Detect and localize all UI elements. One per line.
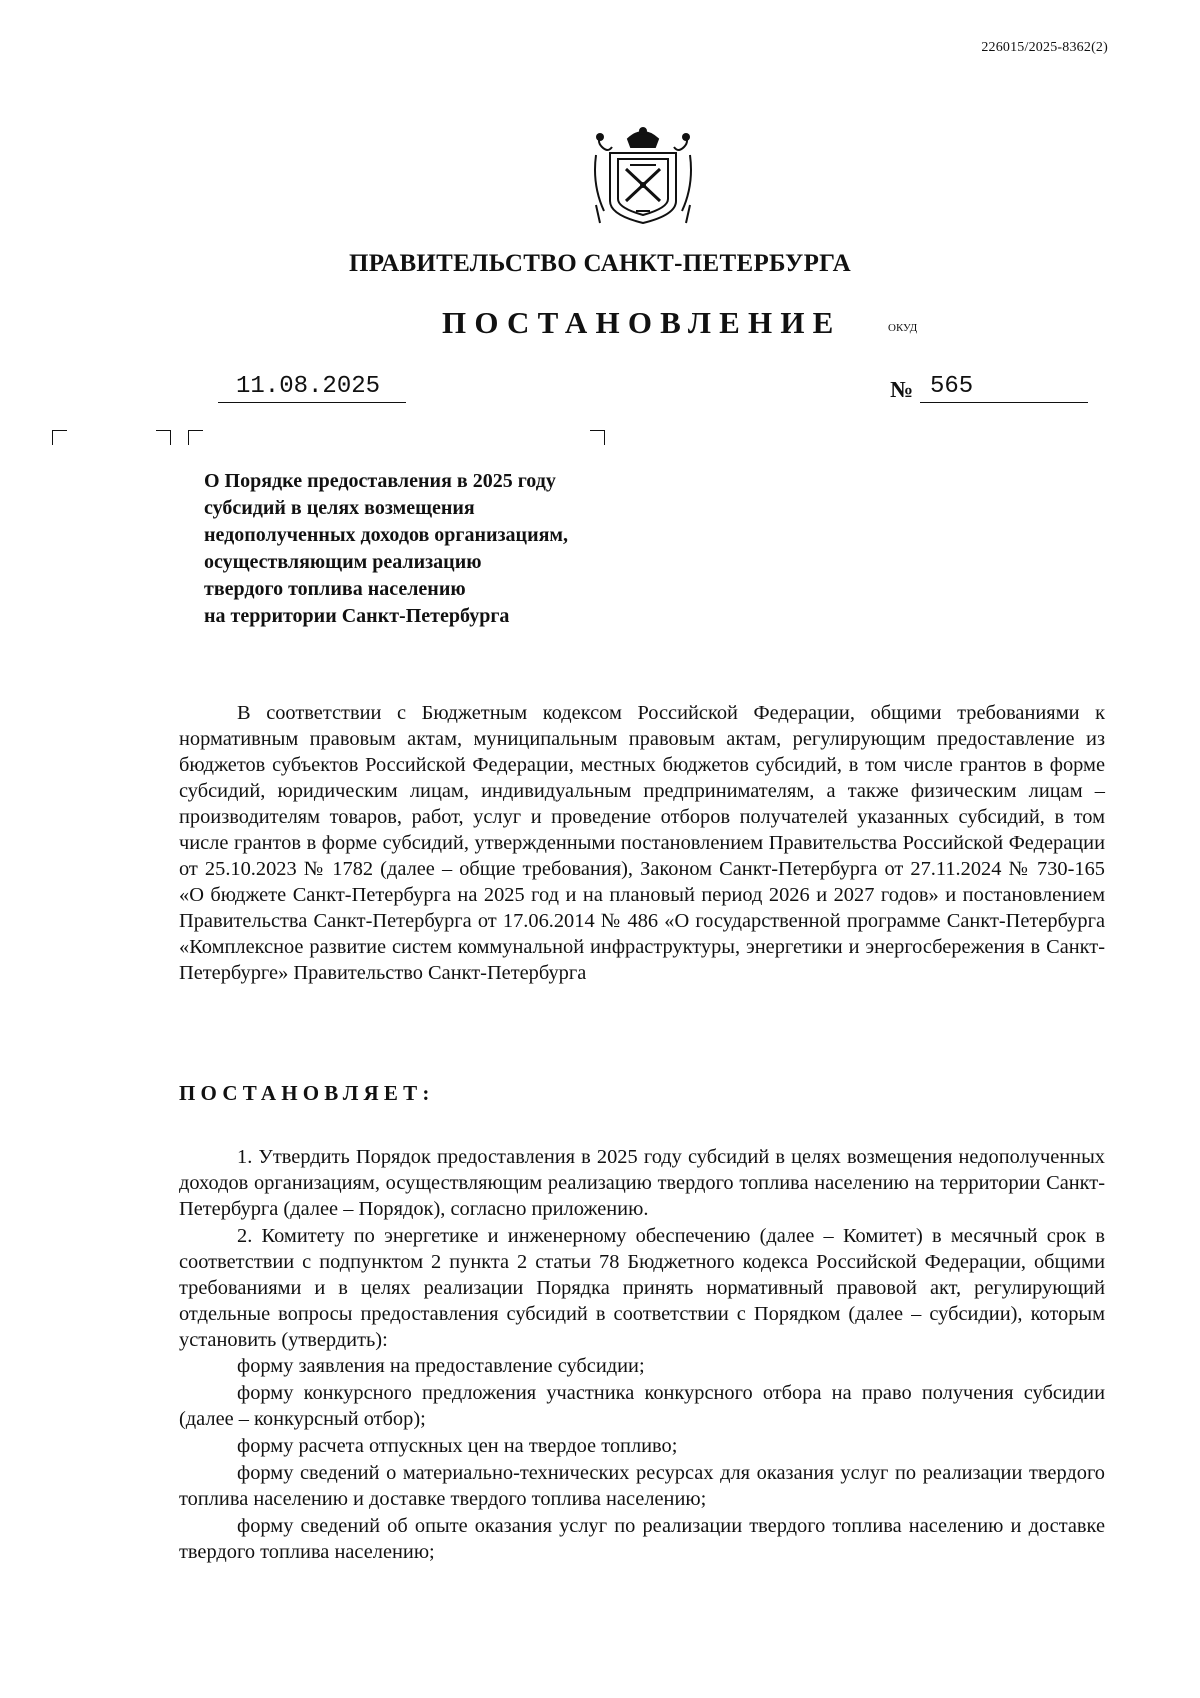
decree-type-title: ПОСТАНОВЛЕНИЕ xyxy=(442,305,842,340)
coat-of-arms-emblem xyxy=(588,125,698,231)
item-1-paragraph: 1. Утвердить Порядок предоставления в 2025 году субсидий в целях возмещения недополученных доходов организациям, осуществляющим реализацию твердого топлива населению на территории Санкт-Петербурга (далее – Порядок), согласно приложению. xyxy=(179,1146,1105,1220)
decree-date: 11.08.2025 xyxy=(218,373,406,403)
preamble-paragraph: В соответствии с Бюджетным кодексом Российской Федерации, общими требованиями к нормативным правовым актам, муниципальным правовым актам, регулирующим предоставление из бюджетов субъектов Российской Федерации, местных бюджетов субсидий, в том числе грантов в форме субсидий, юридическим лицам, индивидуальным предпринимателям, а также физическим лицам – производителям товаров, работ, услуг и проведение отборов получателей указанных субсидий, в том числе грантов в форме субсидий, утвержденными постановлением Правительства Российской Федерации от 25.10.2023 № 1782 (далее – общие требования), Законом Санкт-Петербурга от 27.11.2024 № 730-165 «О бюджете Санкт-Петербурга на 2025 год и на плановый период 2026 и 2027 годов» и постановлением Правительства Санкт-Петербурга от 17.06.2014 № 486 «О государственной программе Санкт-Петербурга «Комплексное развитие систем коммунальной инфраструктуры, энергетики и энергосбережения в Санкт-Петербурге» Правительство Санкт-Петербурга xyxy=(179,702,1105,984)
subject-line: О Порядке предоставления в 2025 году xyxy=(204,470,556,492)
margin-corner-mark xyxy=(52,430,67,445)
form-item-material-resources: форму сведений о материально-технических ресурсах для оказания услуг по реализации твердого топлива населению и доставке твердого топлива населению; xyxy=(179,1462,1105,1510)
subject-bracket-top-left xyxy=(188,430,203,445)
government-title: ПРАВИТЕЛЬСТВО САНКТ-ПЕТЕРБУРГА xyxy=(348,250,852,277)
decree-subject xyxy=(204,468,568,630)
form-item-price-calculation: форму расчета отпускных цен на твердое топливо; xyxy=(237,1435,678,1457)
subject-line: осуществляющим реализацию xyxy=(204,551,482,573)
resolves-heading: ПОСТАНОВЛЯЕТ: xyxy=(179,1081,435,1105)
number-sign: № xyxy=(890,377,914,402)
form-item-application: форму заявления на предоставление субсидии; xyxy=(237,1355,645,1377)
form-item-experience: форму сведений об опыте оказания услуг по реализации твердого топлива населению и доставке твердого топлива населению; xyxy=(179,1515,1105,1563)
form-item-competitive-offer: форму конкурсного предложения участника конкурсного отбора на право получения субсидии (далее – конкурсный отбор); xyxy=(179,1382,1105,1430)
subject-bracket-top-right xyxy=(590,430,605,445)
subject-line: субсидий в целях возмещения xyxy=(204,497,475,519)
decree-number: 565 xyxy=(920,373,1088,403)
document-registration-number: 226015/2025-8362(2) xyxy=(981,40,1108,55)
subject-line: твердого топлива населению xyxy=(204,578,466,600)
subject-line: недополученных доходов организациям, xyxy=(204,524,569,546)
item-2-paragraph: 2. Комитету по энергетике и инженерному обеспечению (далее – Комитет) в месячный срок в соответствии с подпунктом 2 пункта 2 статьи 78 Бюджетного кодекса Российской Федерации, общими требованиями и в целях реализации Порядка принять нормативный правовой акт, регулирующий отдельные вопросы предоставления субсидий в соответствии с Порядком (далее – субсидии), которым установить (утвердить): xyxy=(179,1225,1105,1351)
subject-line: на территории Санкт-Петербурга xyxy=(204,605,510,627)
okud-label: ОКУД xyxy=(888,322,918,334)
margin-corner-mark xyxy=(156,430,171,445)
